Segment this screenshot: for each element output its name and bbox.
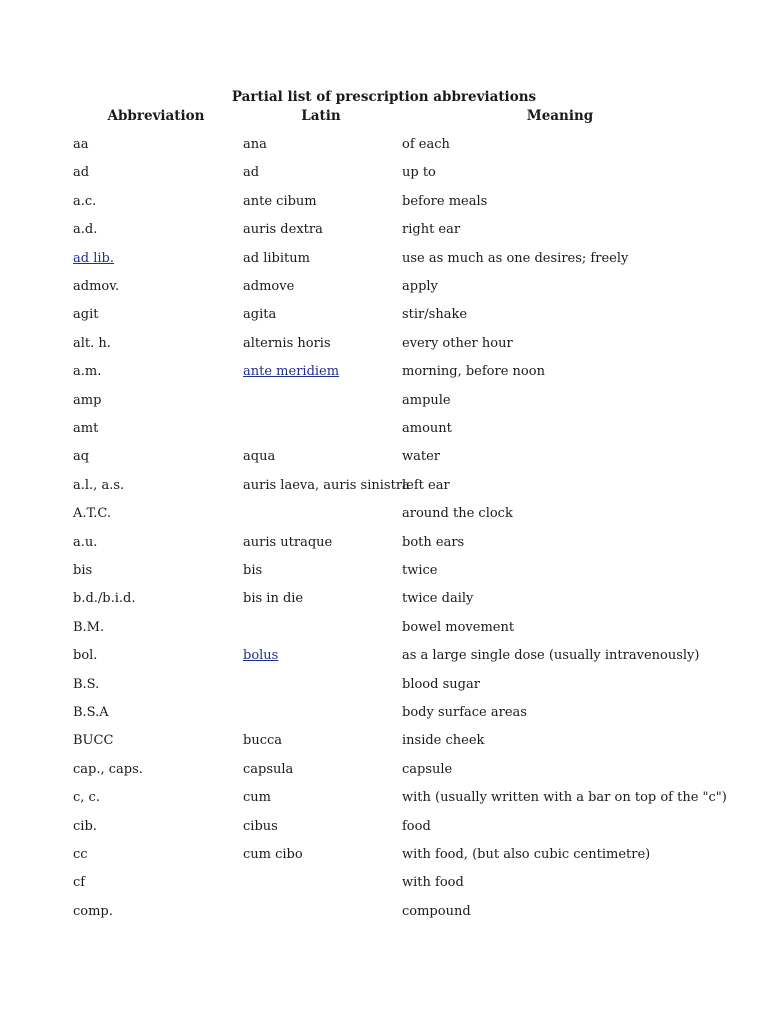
latin-cell: auris laeva, auris sinistra xyxy=(243,478,410,493)
abbreviation-cell: B.S.A xyxy=(73,705,109,720)
table-row xyxy=(0,675,768,695)
meaning-cell: bowel movement xyxy=(402,620,515,635)
abbreviation-cell: amt xyxy=(73,421,99,436)
table-row xyxy=(0,760,768,780)
latin-cell: alternis horis xyxy=(243,336,331,351)
table-row xyxy=(0,447,768,467)
meaning-cell: amount xyxy=(402,421,452,436)
latin-cell: bucca xyxy=(243,733,283,748)
meaning-cell: twice daily xyxy=(402,591,474,606)
meaning-cell: capsule xyxy=(402,762,453,777)
meaning-cell: inside cheek xyxy=(402,733,485,748)
abbreviation-cell: a.u. xyxy=(73,535,98,550)
meaning-cell: every other hour xyxy=(402,336,513,351)
latin-cell: ad libitum xyxy=(243,251,310,266)
latin-cell: capsula xyxy=(243,762,294,777)
abbreviation-cell: cib. xyxy=(73,819,97,834)
latin-cell: auris utraque xyxy=(243,535,333,550)
table-row xyxy=(0,902,768,922)
abbreviation-cell: alt. h. xyxy=(73,336,111,351)
column-header-latin: Latin xyxy=(301,108,341,124)
meaning-cell: ampule xyxy=(402,393,451,408)
latin-cell: ante cibum xyxy=(243,194,317,209)
table-row xyxy=(0,845,768,865)
meaning-cell: right ear xyxy=(402,222,461,237)
latin-cell: bis in die xyxy=(243,591,304,606)
meaning-cell: use as much as one desires; freely xyxy=(402,251,629,266)
table-row xyxy=(0,618,768,638)
table-row xyxy=(0,788,768,808)
column-header-meaning: Meaning xyxy=(526,108,594,124)
meaning-cell: morning, before noon xyxy=(402,364,545,379)
table-row xyxy=(0,533,768,553)
meaning-cell: both ears xyxy=(402,535,465,550)
abbreviation-cell: agit xyxy=(73,307,99,322)
table-row xyxy=(0,249,768,269)
latin-cell: cum xyxy=(243,790,271,805)
abbreviation-cell: A.T.C. xyxy=(73,506,112,521)
latin-cell: auris dextra xyxy=(243,222,323,237)
latin-cell: aqua xyxy=(243,449,276,464)
table-row xyxy=(0,419,768,439)
meaning-cell: left ear xyxy=(402,478,450,493)
abbreviation-cell: cap., caps. xyxy=(73,762,143,777)
abbreviation-cell: B.S. xyxy=(73,677,100,692)
abbreviation-cell: cc xyxy=(73,847,88,862)
meaning-cell: compound xyxy=(402,904,471,919)
abbreviation-cell: b.d./b.i.d. xyxy=(73,591,136,606)
meaning-cell: apply xyxy=(402,279,438,294)
latin-cell: admove xyxy=(243,279,295,294)
table-row xyxy=(0,561,768,581)
abbreviation-cell: a.m. xyxy=(73,364,102,379)
meaning-cell: with (usually written with a bar on top of the "c") xyxy=(402,790,727,805)
abbreviation-cell: aa xyxy=(73,137,89,152)
abbreviation-cell: cf xyxy=(73,875,86,890)
table-row xyxy=(0,873,768,893)
abbreviation-cell: amp xyxy=(73,393,102,408)
abbreviation-cell: admov. xyxy=(73,279,120,294)
meaning-cell: stir/shake xyxy=(402,307,468,322)
table-row xyxy=(0,817,768,837)
latin-cell: bis xyxy=(243,563,263,578)
table-row xyxy=(0,362,768,382)
meaning-cell: before meals xyxy=(402,194,488,209)
abbreviation-cell: a.d. xyxy=(73,222,98,237)
table-row xyxy=(0,646,768,666)
abbreviation-cell: a.c. xyxy=(73,194,97,209)
meaning-cell: up to xyxy=(402,165,436,180)
latin-cell: cum cibo xyxy=(243,847,303,862)
meaning-cell: with food xyxy=(402,875,464,890)
column-header-abbreviation: Abbreviation xyxy=(107,108,205,124)
abbreviation-cell: aq xyxy=(73,449,90,464)
table-row xyxy=(0,305,768,325)
table-row xyxy=(0,476,768,496)
abbreviation-cell: bol. xyxy=(73,648,98,663)
abbreviation-cell: c, c. xyxy=(73,790,100,805)
table-row xyxy=(0,277,768,297)
table-row xyxy=(0,135,768,155)
meaning-cell: as a large single dose (usually intravenously) xyxy=(402,648,700,663)
latin-cell: agita xyxy=(243,307,277,322)
latin-cell: ad xyxy=(243,165,260,180)
table-row xyxy=(0,589,768,609)
abbreviation-cell-link[interactable]: ad lib. xyxy=(73,251,114,266)
abbreviation-cell: comp. xyxy=(73,904,113,919)
meaning-cell: water xyxy=(402,449,441,464)
meaning-cell: blood sugar xyxy=(402,677,480,692)
meaning-cell: body surface areas xyxy=(402,705,527,720)
table-row xyxy=(0,192,768,212)
table-row xyxy=(0,334,768,354)
meaning-cell: food xyxy=(402,819,431,834)
latin-cell: ana xyxy=(243,137,267,152)
table-row xyxy=(0,220,768,240)
latin-cell: cibus xyxy=(243,819,278,834)
abbreviation-cell: ad xyxy=(73,165,90,180)
meaning-cell: twice xyxy=(402,563,438,578)
table-row xyxy=(0,703,768,723)
abbreviation-cell: a.l., a.s. xyxy=(73,478,125,493)
abbreviation-cell: BUCC xyxy=(73,733,114,748)
abbreviation-cell: B.M. xyxy=(73,620,105,635)
table-row xyxy=(0,504,768,524)
document-title: Partial list of prescription abbreviations xyxy=(231,89,537,105)
table-row xyxy=(0,731,768,751)
table-row xyxy=(0,163,768,183)
latin-cell-link[interactable]: bolus xyxy=(243,648,279,663)
latin-cell-link[interactable]: ante meridiem xyxy=(243,364,340,379)
meaning-cell: of each xyxy=(402,137,450,152)
abbreviation-cell: bis xyxy=(73,563,93,578)
table-row xyxy=(0,391,768,411)
meaning-cell: with food, (but also cubic centimetre) xyxy=(402,847,651,862)
meaning-cell: around the clock xyxy=(402,506,513,521)
